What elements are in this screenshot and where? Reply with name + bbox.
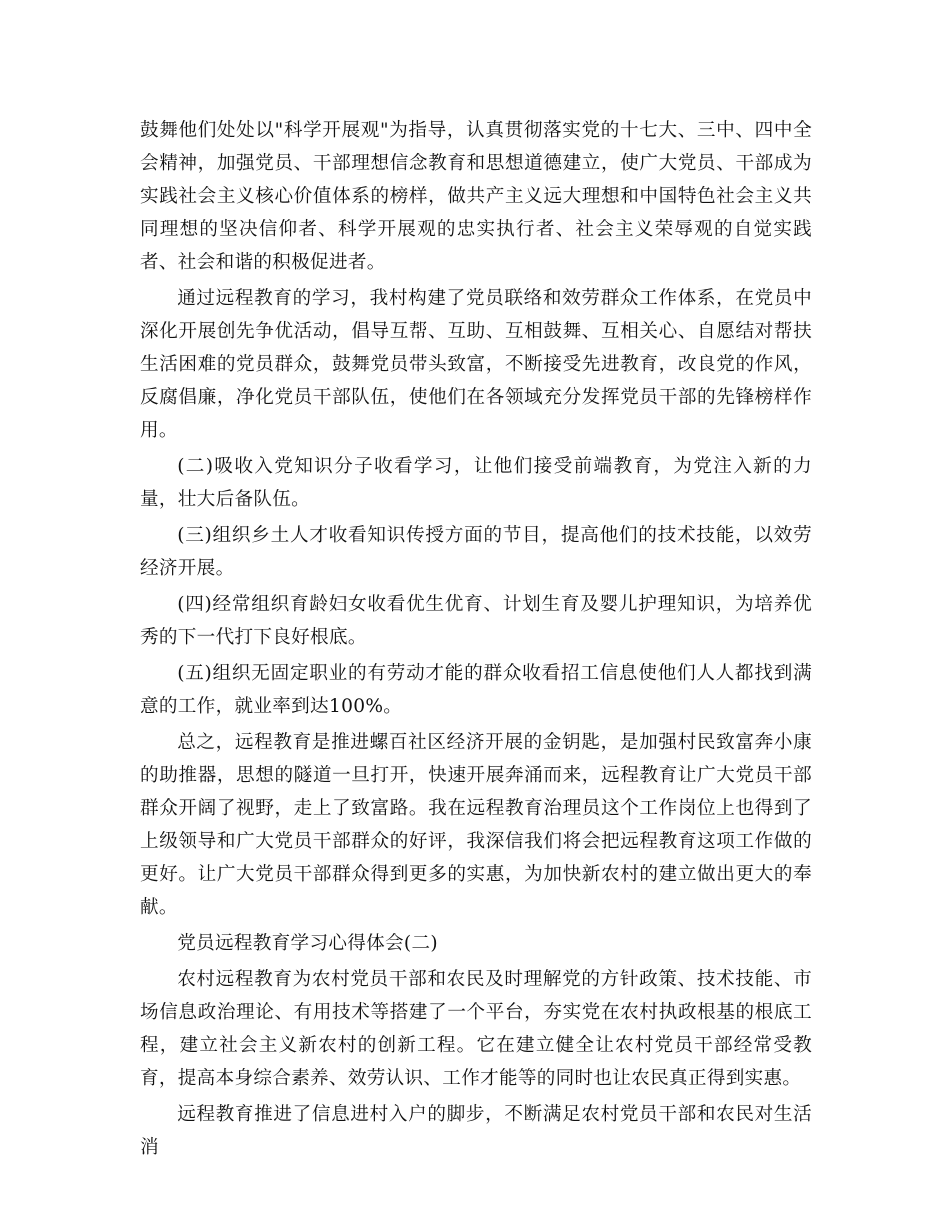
paragraph-remote-education-effects: 通过远程教育的学习，我村构建了党员联络和效劳群众工作体系，在党员中深化开展创先争优活动，倡导互帮、互助、互相鼓舞、互相关心、自愿结对帮扶生活困难的党员群众，鼓舞党员带头致富，不断接受先进教育，改良党的作风，反腐倡廉，净化党员干部队伍，使他们在各领域充分发挥党员干部的先锋榜样作用。 bbox=[140, 288, 812, 441]
paragraph-item-five: (五)组织无固定职业的有劳动才能的群众收看招工信息使他们人人都找到满意的工作，就业率到达100%。 bbox=[140, 663, 812, 717]
paragraph-item-three: (三)组织乡土人才收看知识传授方面的节目，提高他们的技术技能，以效劳经济开展。 bbox=[140, 525, 812, 579]
paragraph-information-access: 远程教育推进了信息进村入户的脚步，不断满足农村党员干部和农民对生活消 bbox=[140, 1104, 812, 1158]
paragraph-item-four: (四)经常组织育龄妇女收看优生优育、计划生育及婴儿护理知识，为培养优秀的下一代打下良好根底。 bbox=[140, 594, 812, 648]
section-heading: 党员远程教育学习心得体会(二) bbox=[177, 933, 438, 954]
paragraph-continuation: 鼓舞他们处处以"科学开展观"为指导，认真贯彻落实党的十七大、三中、四中全会精神，加强党员、干部理想信念教育和思想道德建立，使广大党员、干部成为实践社会主义核心价值体系的榜样，做共产主义远大理想和中国特色社会主义共同理想的坚决信仰者、科学开展观的忠实执行者、社会主义荣辱观的自觉实践者、社会和谐的积极促进者。 bbox=[140, 120, 812, 273]
paragraph-item-two: (二)吸收入党知识分子收看学习，让他们接受前端教育，为党注入新的力量，壮大后备队伍。 bbox=[140, 456, 812, 510]
paragraph-rural-education: 农村远程教育为农村党员干部和农民及时理解党的方针政策、技术技能、市场信息政治理论、有用技术等搭建了一个平台，夯实党在农村执政根基的根底工程，建立社会主义新农村的创新工程。它在建立健全让农村党员干部经常受教育，提高本身综合素养、效劳认识、工作才能等的同时也让农民真正得到实惠。 bbox=[140, 969, 812, 1089]
paragraph-conclusion: 总之，远程教育是推进螺百社区经济开展的金钥匙，是加强村民致富奔小康的助推器，思想的隧道一旦打开，快速开展奔涌而来，远程教育让广大党员干部群众开阔了视野，走上了致富路。我在远程教育治理员这个工作岗位上也得到了上级领导和广大党员干部群众的好评，我深信我们将会把远程教育这项工作做的更好。让广大党员干部群众得到更多的实惠，为加快新农村的建立做出更大的奉献。 bbox=[140, 732, 812, 918]
document-body bbox=[140, 114, 812, 1167]
